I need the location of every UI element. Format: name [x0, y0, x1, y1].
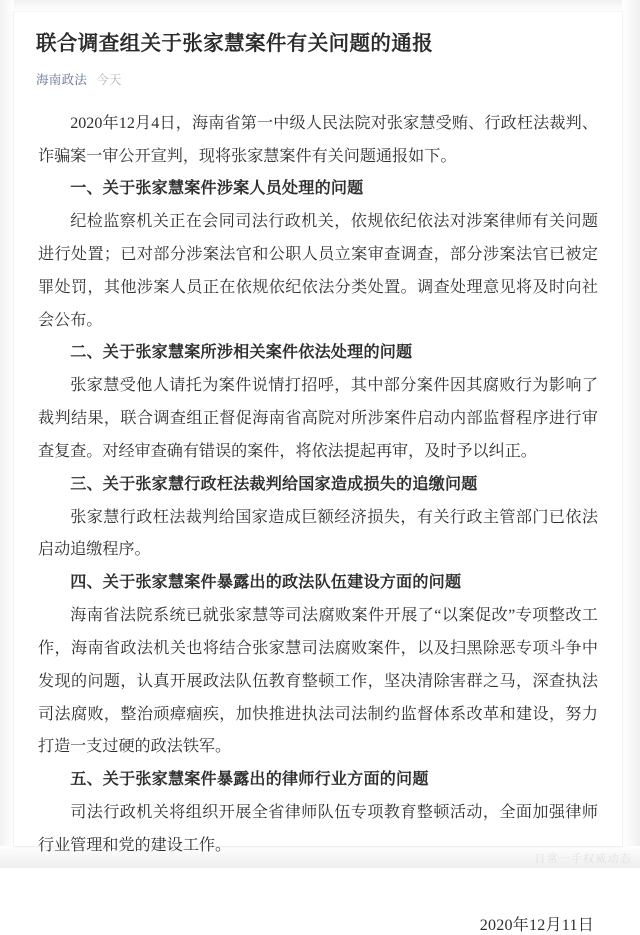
section-heading: 三、关于张家慧行政枉法裁判给国家造成损失的追缴问题: [70, 475, 478, 493]
section-heading: 二、关于张家慧案所涉相关案件依法处理的问题: [70, 344, 413, 362]
article-body: [36, 108, 600, 863]
article-content: [14, 12, 622, 935]
byline: [36, 73, 600, 88]
page-title: 联合调查组关于张家慧案件有关问题的通报: [36, 32, 434, 55]
bottom-watermark: 日常一手权威动态: [534, 853, 632, 865]
section-heading: 一、关于张家慧案件涉案人员处理的问题: [70, 180, 364, 198]
document-date: 2020年12月11日: [479, 916, 594, 934]
body-paragraph: 张家慧行政枉法裁判给国家造成巨额经济损失，有关行政主管部门已依法启动追缴程序。: [38, 508, 598, 559]
body-paragraph: 司法行政机关将组织开展全省律师队伍专项教育整顿活动，全面加强律师行业管理和党的建设工作。: [38, 804, 598, 854]
body-paragraph: 2020年12月4日，海南省第一中级人民法院对张家慧受贿、行政枉法裁判、诈骗案一审公开宣判，现将张家慧案件有关问题通报如下。: [38, 114, 598, 165]
section-heading: 四、关于张家慧案件暴露出的政法队伍建设方面的问题: [70, 574, 462, 592]
body-paragraph: 纪检监察机关正在会同司法行政机关，依规依纪依法对涉案律师有关问题进行处置；已对部分涉案法官和公职人员立案审查调查，部分涉案法官已被定罪处罚，其他涉案人员正在依规依纪依法分类处置。调查处理意见将及时向社会公布。: [38, 213, 598, 329]
body-paragraph: 张家慧受他人请托为案件说情打招呼，其中部分案件因其腐败行为影响了裁判结果，联合调查组正督促海南省高院对所涉案件启动内部监督程序进行审查复查。对经审查确有错误的案件，将依法提起再审，及时予以纠正。: [38, 377, 598, 460]
page-gutter-left: [0, 0, 14, 868]
byline-account-name[interactable]: 海南政法: [36, 72, 88, 87]
page-gutter-top: [0, 0, 640, 12]
body-paragraph: 海南省法院系统已就张家慧等司法腐败案件开展了“以案促改”专项整改工作，海南省政法机关也将结合张家慧司法腐败案件，以及扫黑除恶专项斗争中发现的问题，认真开展政法队伍教育整顿工作，坚决清除害群之马，深查执法司法腐败，整治顽瘴痼疾，加快推进执法司法制约监督体系改革和建设，努力打造一支过硬的政法铁军。: [38, 607, 598, 756]
section-heading: 五、关于张家慧案件暴露出的律师行业方面的问题: [70, 771, 429, 789]
byline-timestamp: 今天: [96, 72, 122, 87]
page-gutter-right: [622, 0, 640, 868]
